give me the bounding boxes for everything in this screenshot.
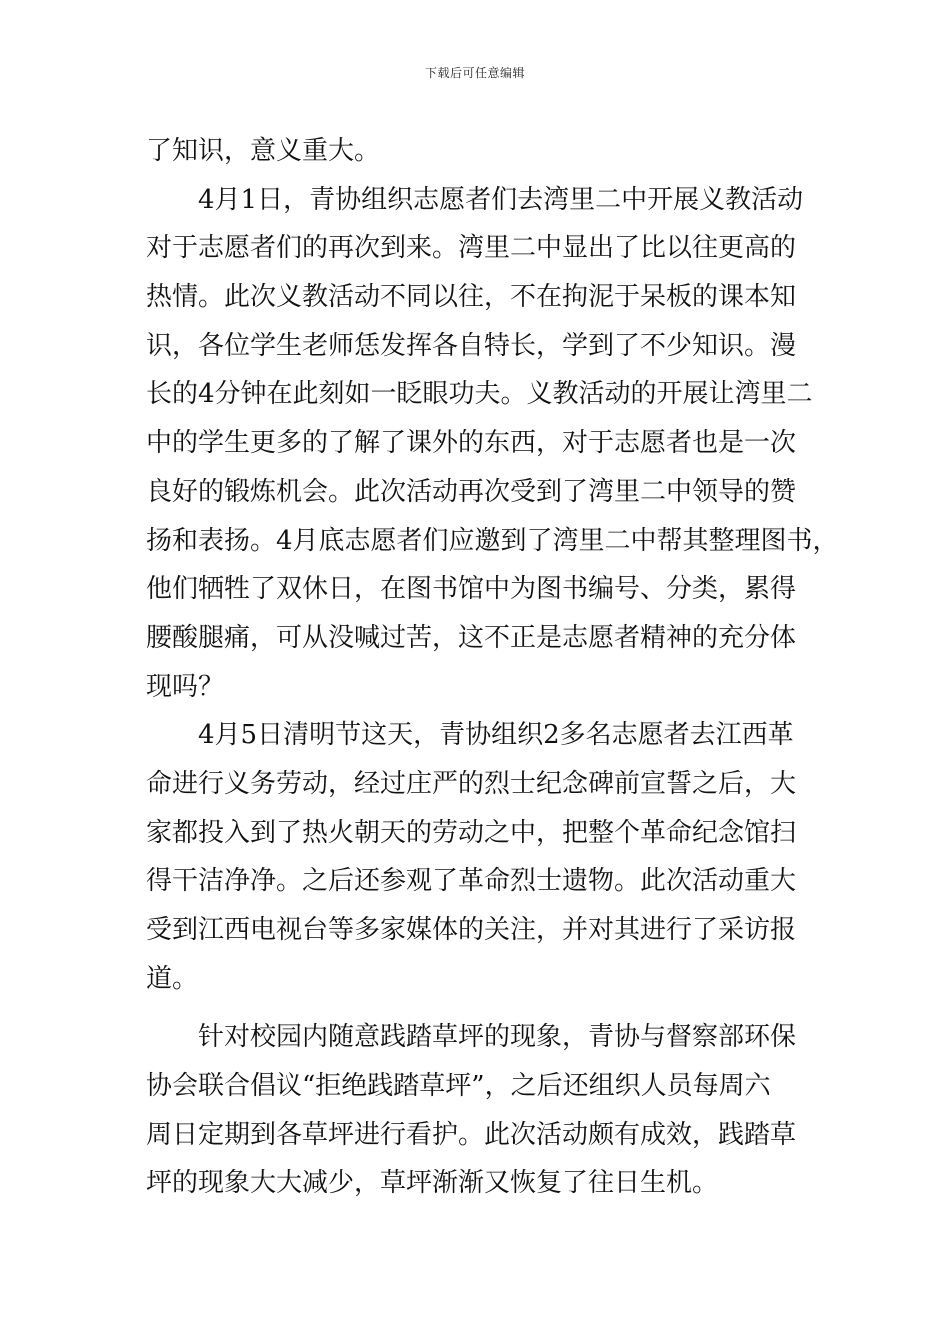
paragraph-2-line: 中的学生更多的了解了课外的东西，对于志愿者也是一次 [146,428,797,459]
page-header: 下载后可任意编辑 [424,66,525,80]
paragraph-2-line: 4月1日，青协组织志愿者们去湾里二中开展义教活动 [198,184,804,215]
paragraph-3-line: 家都投入到了热火朝天的劳动之中，把整个革命纪念馆扫 [146,817,797,848]
paragraph-2-line: 热情。此次义教活动不同以往，不在拘泥于呆板的课本知 [146,282,797,313]
paragraph-4-line: 协会联合倡议“拒绝践踏草坪”，之后还组织人员每周六 [146,1071,771,1102]
paragraph-2-line: 识，各位学生老师恁发挥各自特长，学到了不少知识。漫 [146,330,797,361]
paragraph-2-line: 对于志愿者们的再次到来。湾里二中显出了比以往更高的 [146,233,797,264]
paragraph-2-line: 扬和表扬。4月底志愿者们应邀到了湾里二中帮其整理图书， [146,525,839,556]
paragraph-2-line: 良好的锻炼机会。此次活动再次受到了湾里二中领导的赞 [146,476,797,507]
paragraph-2-line: 现吗？ [146,671,225,702]
paragraph-4-line: 周日定期到各草坪进行看护。此次活动颇有成效，践踏草 [146,1119,797,1150]
paragraph-3-line: 4月5日清明节这天，青协组织2多名志愿者去江西革 [198,720,794,751]
paragraph-gap [146,1003,836,1013]
paragraph-1-line: 了知识，意义重大。 [146,136,381,166]
paragraph-3-line: 得干洁净净。之后还参观了革命烈士遗物。此次活动重大 [146,866,797,897]
paragraph-3-line: 受到江西电视台等多家媒体的关注，并对其进行了采访报 [146,915,797,945]
paragraph-2-line: 他们牺牲了双休日，在图书馆中为图书编号、分类，累得 [146,574,797,605]
paragraph-2-line: 腰酸腿痛，可从没喊过苦，这不正是志愿者精神的充分体 [146,622,797,653]
paragraph-3-line: 命进行义务劳动，经过庄严的烈士纪念碑前宣誓之后，大 [146,768,797,799]
document-body [146,127,839,1208]
paragraph-2-line: 长的4分钟在此刻如一眨眼功夫。义教活动的开展让湾里二 [146,379,813,410]
paragraph-4-line: 针对校园内随意践踏草坪的现象，青协与督察部环保 [198,1022,797,1053]
paragraph-4-line: 坪的现象大大减少，草坪渐渐又恢复了往日生机。 [146,1168,719,1199]
paragraph-3-line: 道。 [146,963,199,994]
